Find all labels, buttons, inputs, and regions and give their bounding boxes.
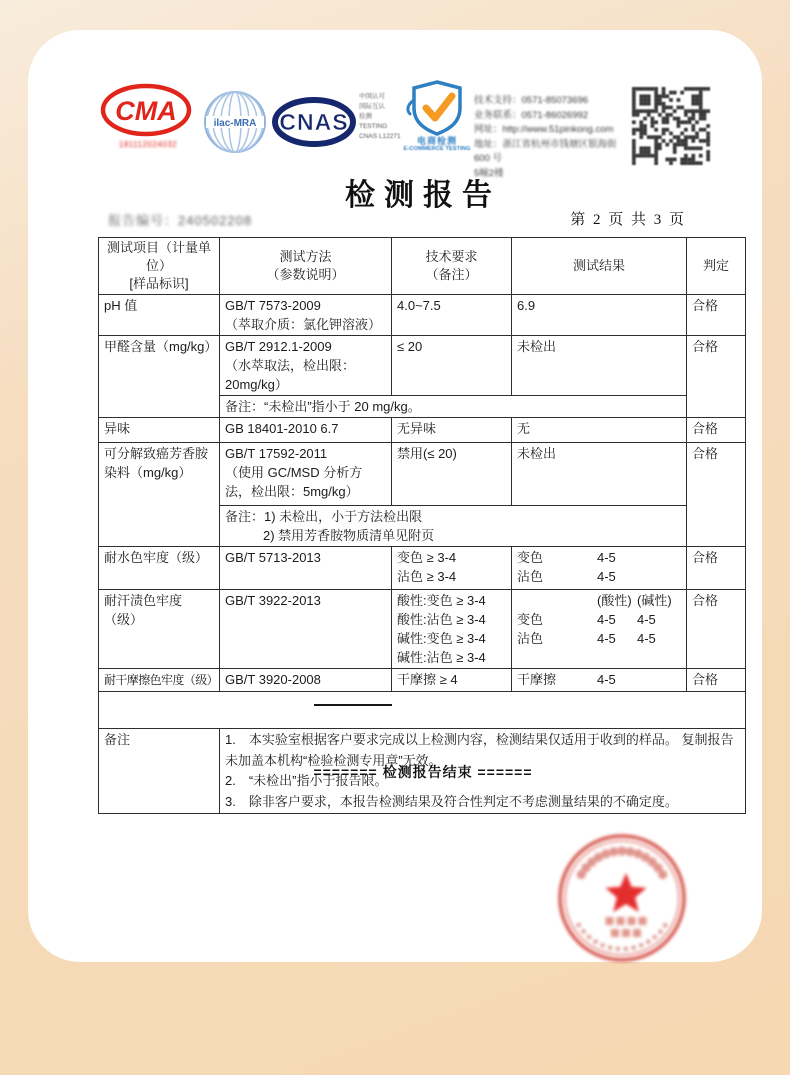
- ecommerce-testing-shield-icon: [400, 78, 474, 136]
- table-row-formaldehyde-note: 备注：“未检出”指小于 20 mg/kg。: [99, 396, 746, 418]
- cnas-logo-label: CNAS: [279, 109, 349, 135]
- report-end-marker: ======= 检测报告结束 ======: [313, 764, 533, 780]
- col-header-method: 测试方法 （参数说明）: [220, 238, 392, 295]
- cma-cert-number: 181112024032: [118, 140, 178, 149]
- contact-line: 网址：http://www.51pinkong.com: [474, 124, 614, 135]
- stamp-center-text-blobs: [606, 917, 647, 937]
- ecommerce-testing-en-label: E-COMMERCE TESTING: [403, 146, 471, 152]
- qr-code: [632, 87, 710, 165]
- col-header-verdict: 判定: [687, 238, 746, 295]
- contact-line: 5幢2楼: [474, 167, 504, 179]
- table-row-formaldehyde: 甲醛含量（mg/kg） GB/T 2912.1-2009 （水萃取法，检出限：20mg/kg） ≤ 20 未检出 合格: [99, 336, 746, 396]
- ecommerce-testing-cn-label: 电商检测: [416, 136, 457, 146]
- test-results-table: [98, 237, 746, 814]
- remarks-body: 1. 本实验室根据客户要求完成以上检测内容，检测结果仅适用于收到的样品。 复制报告未加盖本机构“检验检测专用章”无效。 2. “未检出”指小于报告限。 3. 除非客户要求，本报告检测结果及符合性判定不考虑测量结果的不确定度。: [220, 729, 746, 814]
- ilac-logo-label: ilac-MRA: [213, 118, 257, 129]
- table-row-dry-rub-fastness: 耐干摩擦色牢度（级） GB/T 3920-2008 干摩擦 ≥ 4 干摩擦 4-5 合格: [99, 669, 746, 692]
- table-row-water-fastness: 耐水色牢度（级） GB/T 5713-2013 变色 ≥ 3-4 沾色 ≥ 3-4 变色 4-5 沾色 4-5 合格: [99, 547, 746, 590]
- cnas-logo-icon: [272, 96, 356, 148]
- contact-line: 业务联系：0571-86026992: [474, 109, 589, 121]
- page-title: 检测报告: [345, 179, 501, 212]
- table-row-sweat-fastness: 耐汗渍色牢度（级） GB/T 3922-2013 酸性:变色 ≥ 3-4 酸性:沾色 ≥ 3-4 碱性:变色 ≥ 3-4 碱性:沾色 ≥ 3-4 (酸性) (碱性) 变色 4-5 4-5 沾色 4-5 4-5 合格: [99, 590, 746, 669]
- cma-logo-icon: [100, 83, 192, 141]
- remarks-label: 备注: [99, 729, 220, 814]
- cnas-accreditation-text: 中国认可 国际互认 检测 TESTING CNAS L12271: [359, 93, 401, 140]
- col-header-result: 测试结果: [512, 238, 687, 295]
- stamp-star-icon: [605, 873, 646, 912]
- contact-line: 技术支持：0571-85073696: [474, 95, 589, 106]
- report-number: 报告编号：240502208: [108, 213, 253, 228]
- table-row-aromatic-amines: 可分解致癌芳香胺染料（mg/kg） GB/T 17592-2011 （使用 GC/MSD 分析方法，检出限：5mg/kg） 禁用(≤ 20) 未检出 合格: [99, 443, 746, 506]
- table-row-odor: 异味 GB 18401-2010 6.7 无异味 无 合格: [99, 418, 746, 443]
- red-seal-stamp: [547, 825, 697, 975]
- cma-logo-label: CMA: [115, 96, 177, 126]
- table-row-ph: pH 值 GB/T 7573-2009 （萃取介质：氯化钾溶液） 4.0~7.5 6.9 合格: [99, 295, 746, 336]
- table-row-spacer: [99, 692, 746, 729]
- report-document-card: [28, 30, 762, 962]
- col-header-requirement: 技术要求 （备注）: [392, 238, 512, 295]
- table-row-aromatic-amines-note: 备注：1) 未检出，小于方法检出限 2) 禁用芳香胺物质清单见附页: [99, 506, 746, 547]
- lab-contact-info: [474, 94, 626, 181]
- table-header-row: [99, 238, 746, 295]
- col-header-item: 测试项目（计量单位） [样品标识]: [99, 238, 220, 295]
- ilac-mra-logo-icon: [202, 89, 268, 155]
- end-of-items-line: [314, 704, 392, 706]
- contact-line: 地址：浙江省杭州市钱塘区银海街 600 号: [474, 138, 617, 164]
- page-indicator: 第 2 页 共 3 页: [570, 212, 686, 228]
